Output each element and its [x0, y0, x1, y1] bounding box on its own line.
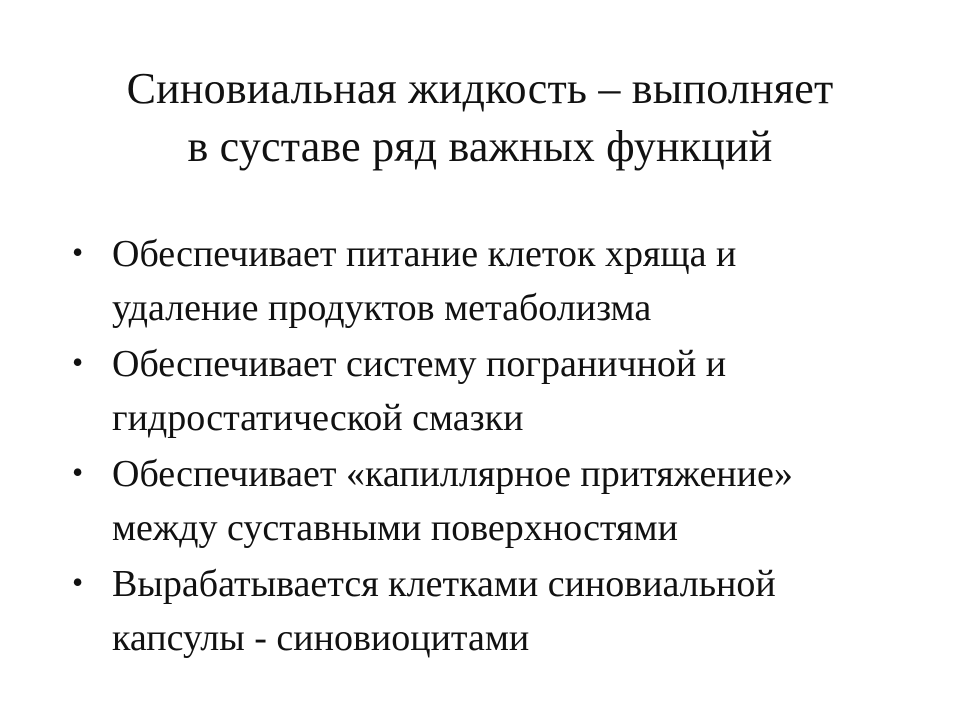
bullet-icon: • [72, 564, 84, 600]
bullet-2-line-2: гидростатической смазки [112, 397, 524, 439]
bullet-item-2 [72, 337, 932, 445]
bullet-4-line-2: капсулы - синовиоцитами [112, 617, 530, 659]
bullet-item-3 [72, 447, 932, 555]
bullet-item-4 [72, 557, 932, 665]
bullet-4-line-1: Вырабатывается клетками синовиальной [112, 563, 776, 605]
slide-title [60, 60, 900, 176]
bullet-1-line-2: удаление продуктов метаболизма [112, 287, 652, 329]
slide-title-line-1: Синовиальная жидкость – выполняет [126, 64, 834, 113]
bullet-3-line-1: Обеспечивает «капиллярное притяжение» [112, 453, 793, 495]
bullet-item-1 [72, 227, 932, 335]
bullet-2-line-1: Обеспечивает систему пограничной и [112, 343, 727, 385]
bullet-1-line-1: Обеспечивает питание клеток хряща и [112, 233, 737, 275]
bullet-3-line-2: между суставными поверхностями [112, 507, 678, 549]
bullet-icon: • [72, 234, 84, 270]
slide-title-line-2: в суставе ряд важных функций [187, 122, 773, 171]
bullet-list [72, 227, 932, 665]
bullet-icon: • [72, 454, 84, 490]
bullet-icon: • [72, 344, 84, 380]
